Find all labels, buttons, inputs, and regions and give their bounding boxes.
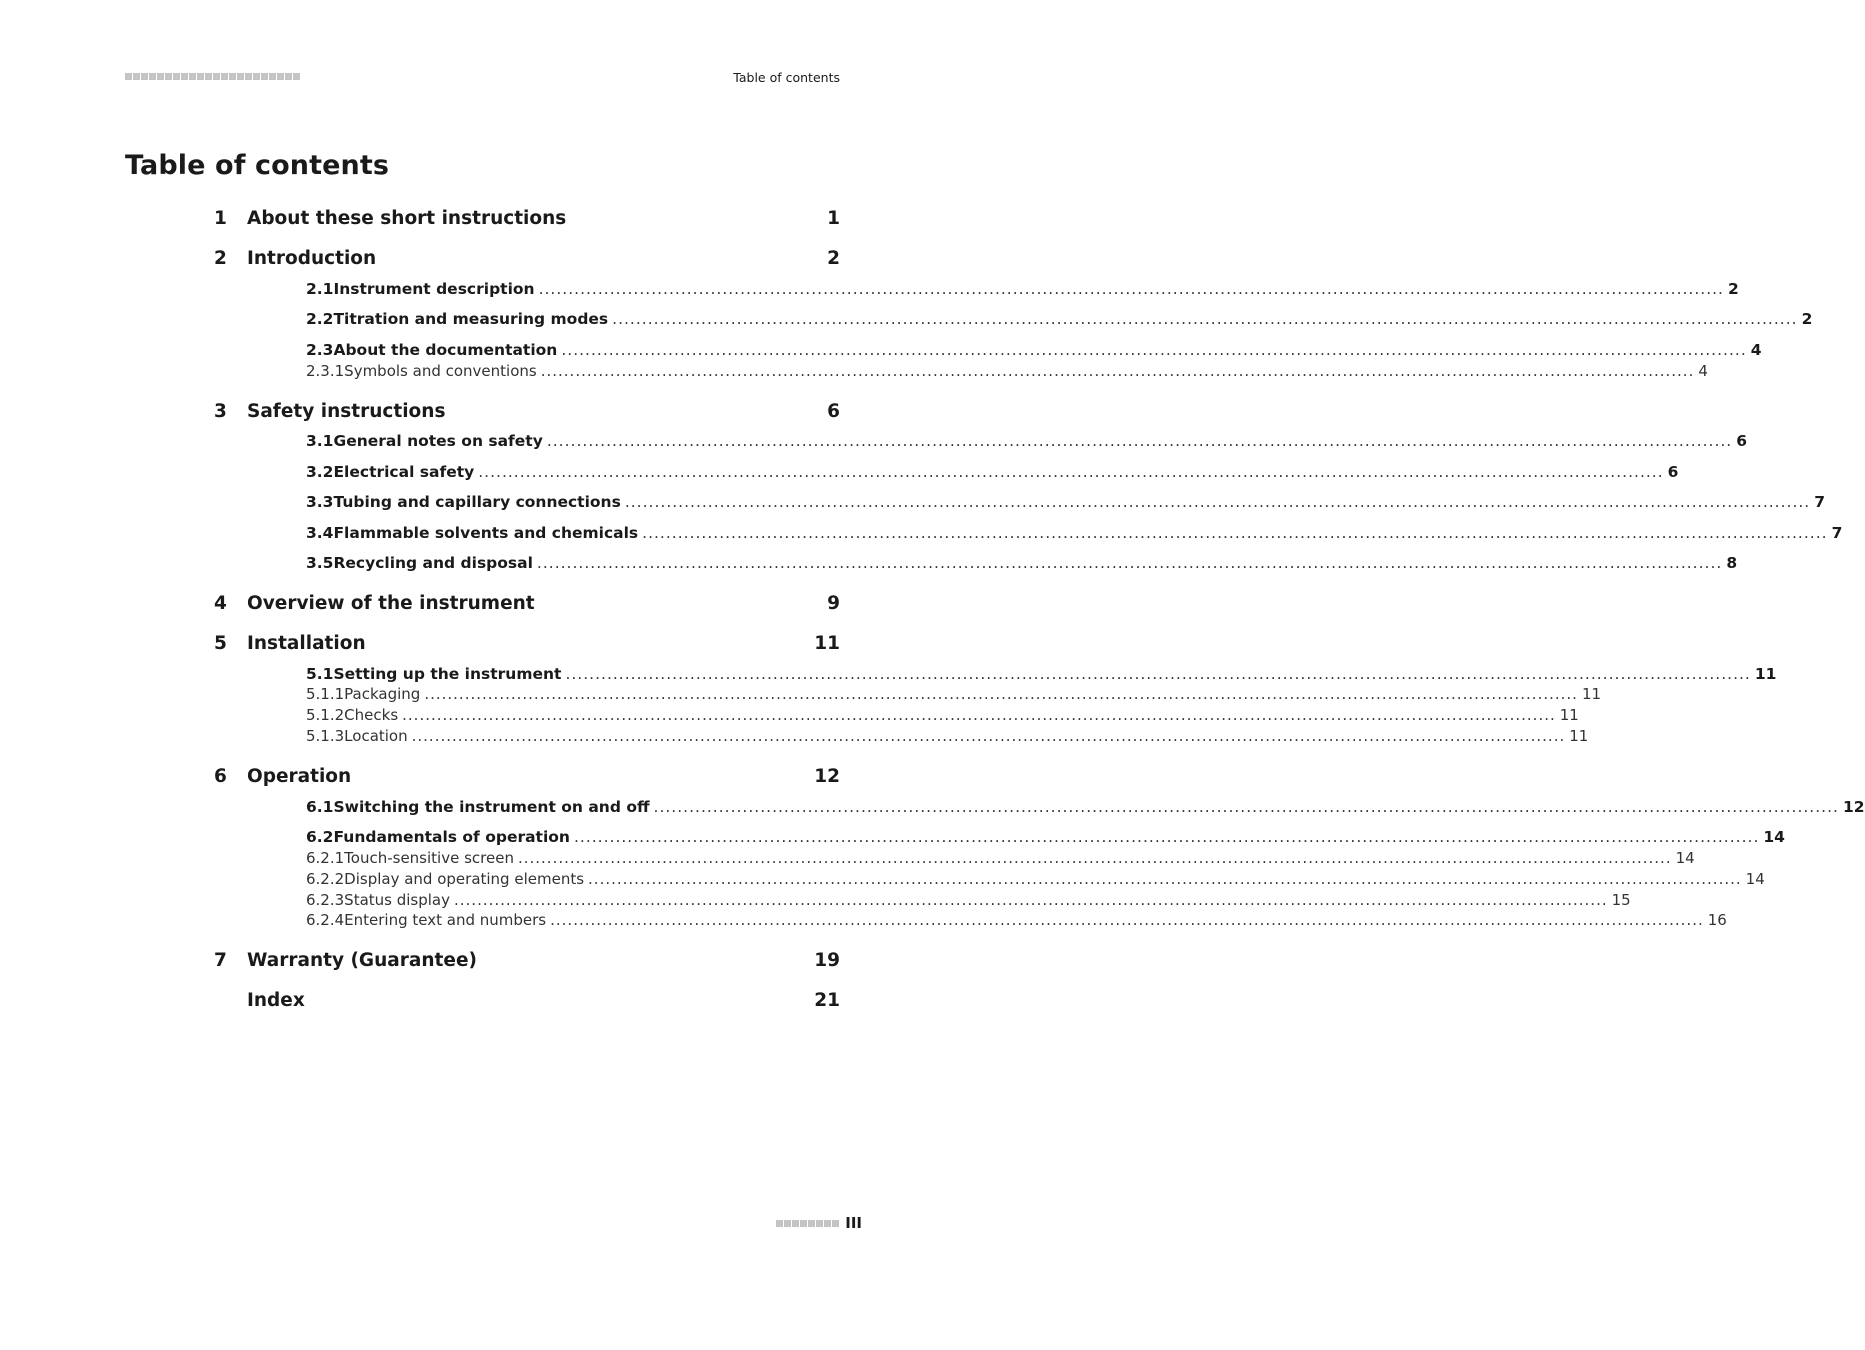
toc-entry-number: 3.3: [306, 493, 334, 511]
toc-entry-number: 6.2.4: [306, 911, 345, 929]
toc-entry-page: 7: [1814, 493, 1826, 511]
toc-entry[interactable]: [306, 665, 1777, 683]
toc-leader-dots: ........................................................................................................................................................................................................: [536, 554, 1723, 572]
toc-entry-page: 8: [1726, 554, 1738, 572]
toc-entry-number: 6.2: [306, 828, 334, 846]
toc-entry-page: 11: [1559, 706, 1579, 724]
footer-decoration: [776, 1220, 839, 1227]
toc-entry-number: 3.2: [306, 463, 334, 481]
toc-leader-dots: ........................................................................................................................................................................................................: [402, 706, 1556, 724]
toc-entry-number: 2.1: [306, 280, 334, 298]
toc-entry[interactable]: [214, 990, 840, 1011]
toc-entry-page: 7: [1831, 524, 1843, 542]
toc-entry-number: 2.3.1: [306, 362, 345, 380]
toc-entry-page: 11: [1569, 727, 1589, 745]
toc-entry[interactable]: [306, 554, 1738, 572]
toc-leader-dots: ........................................................................................................................................................................................................: [565, 665, 1751, 683]
toc-entry-number: 5: [214, 633, 227, 654]
toc-entry-number: 6.2.3: [306, 891, 345, 909]
toc-entry-page: 16: [1707, 911, 1727, 929]
toc-entry-page: 2: [827, 248, 840, 269]
toc-entry-title: Touch-sensitive screen: [344, 849, 514, 867]
toc-entry-page: 6: [827, 401, 840, 422]
toc-entry-page: 9: [827, 593, 840, 614]
toc-entry-number: 6.1: [306, 798, 334, 816]
running-header: Table of contents: [733, 70, 840, 85]
page-title: Table of contents: [125, 150, 390, 181]
toc-entry[interactable]: [306, 341, 1762, 359]
toc-entry-number: 5.1.3: [306, 727, 345, 745]
toc-entry-number: 2.2: [306, 310, 334, 328]
toc-entry-page: 14: [1675, 849, 1695, 867]
toc-entry-title: Tubing and capillary connections: [333, 493, 621, 511]
toc-entry-page: 19: [814, 950, 840, 971]
toc-entry[interactable]: [306, 911, 1727, 929]
toc-entry-title: Operation: [247, 766, 352, 787]
toc-entry-page: 14: [1745, 870, 1765, 888]
toc-entry-page: 14: [1763, 828, 1785, 846]
toc-leader-dots: ........................................................................................................................................................................................................: [624, 493, 1811, 511]
toc-entry-title: Recycling and disposal: [333, 554, 533, 572]
toc-leader-dots: ........................................................................................................................................................................................................: [424, 685, 1578, 703]
toc-entry-title: Introduction: [247, 248, 377, 269]
toc-entry-title: Switching the instrument on and off: [333, 798, 650, 816]
toc-entry[interactable]: [306, 280, 1739, 298]
toc-entry-title: Entering text and numbers: [344, 911, 547, 929]
toc-entry-title: Safety instructions: [247, 401, 446, 422]
toc-leader-dots: ........................................................................................................................................................................................................: [454, 891, 1608, 909]
toc-entry-page: 15: [1611, 891, 1631, 909]
toc-entry-page: 1: [827, 208, 840, 229]
toc-entry-number: 2.3: [306, 341, 334, 359]
toc-entry-title: Installation: [247, 633, 366, 654]
toc-entry-title: General notes on safety: [333, 432, 543, 450]
toc-entry-title: Index: [247, 990, 305, 1011]
toc-entry-title: Display and operating elements: [344, 870, 585, 888]
toc-entry-number: 6.2.2: [306, 870, 345, 888]
toc-entry-title: Symbols and conventions: [344, 362, 537, 380]
toc-leader-dots: ........................................................................................................................................................................................................: [546, 432, 1733, 450]
toc-entry-number: 5.1.2: [306, 706, 345, 724]
toc-entry[interactable]: [306, 463, 1679, 481]
toc-entry-number: 6.2.1: [306, 849, 345, 867]
toc-entry-number: 3.1: [306, 432, 334, 450]
toc-entry-title: Electrical safety: [333, 463, 475, 481]
toc-leader-dots: ........................................................................................................................................................................................................: [478, 463, 1664, 481]
toc-entry-number: 2: [214, 248, 227, 269]
toc-leader-dots: ........................................................................................................................................................................................................: [411, 727, 1566, 745]
toc-entry-page: 6: [1667, 463, 1679, 481]
toc-entry[interactable]: [306, 432, 1748, 450]
toc-entry[interactable]: [306, 310, 1813, 328]
toc-entry-page: 11: [814, 633, 840, 654]
toc-leader-dots: ........................................................................................................................................................................................................: [517, 849, 1672, 867]
toc-entry-title: About these short instructions: [247, 208, 567, 229]
toc-entry-page: 21: [814, 990, 840, 1011]
toc-entry[interactable]: [306, 828, 1785, 846]
toc-entry-title: Overview of the instrument: [247, 593, 535, 614]
toc-entry[interactable]: [214, 766, 840, 787]
toc-entry-title: Packaging: [344, 685, 421, 703]
toc-entry[interactable]: [214, 633, 840, 654]
toc-entry-title: Fundamentals of operation: [333, 828, 570, 846]
toc-leader-dots: ........................................................................................................................................................................................................: [538, 280, 1724, 298]
toc-entry-number: 6: [214, 766, 227, 787]
toc-entry-page: 11: [1754, 665, 1777, 683]
page-footer: [776, 1214, 862, 1232]
toc-leader-dots: ........................................................................................................................................................................................................: [653, 798, 1839, 816]
toc-entry-number: 5.1: [306, 665, 334, 683]
toc-entry-title: Status display: [344, 891, 450, 909]
toc-entry-page: 6: [1736, 432, 1748, 450]
toc-entry-number: 3.4: [306, 524, 334, 542]
toc-entry[interactable]: [214, 593, 840, 614]
toc-entry-title: Setting up the instrument: [333, 665, 562, 683]
toc-leader-dots: ........................................................................................................................................................................................................: [612, 310, 1798, 328]
toc-entry-number: 7: [214, 950, 227, 971]
toc-entry-title: Instrument description: [333, 280, 535, 298]
toc-entry[interactable]: [306, 706, 1579, 724]
toc-entry-title: Location: [344, 727, 408, 745]
toc-entry-title: Titration and measuring modes: [333, 310, 609, 328]
toc-entry-number: 3: [214, 401, 227, 422]
toc-entry-page: 11: [1581, 685, 1602, 703]
toc-entry-page: 4: [1750, 341, 1762, 359]
toc-leader-dots: ........................................................................................................................................................................................................: [540, 362, 1695, 380]
toc-leader-dots: ........................................................................................................................................................................................................: [642, 524, 1828, 542]
toc-entry-title: Flammable solvents and chemicals: [333, 524, 639, 542]
toc-entry-page: 12: [1842, 798, 1865, 816]
page-number: III: [845, 1214, 862, 1232]
toc-entry[interactable]: [214, 950, 840, 971]
toc-entry-number: 3.5: [306, 554, 334, 572]
toc-entry[interactable]: [306, 891, 1631, 909]
toc-entry[interactable]: [306, 362, 1708, 380]
toc-entry-page: 12: [814, 766, 840, 787]
toc-entry-page: 2: [1727, 280, 1739, 298]
toc-entry[interactable]: [306, 849, 1695, 867]
toc-entry[interactable]: [306, 870, 1765, 888]
toc-entry[interactable]: [306, 493, 1826, 511]
toc-entry[interactable]: [306, 727, 1589, 745]
toc-entry[interactable]: [306, 798, 1865, 816]
toc-entry-title: Warranty (Guarantee): [247, 950, 477, 971]
toc-entry-title: Checks: [344, 706, 399, 724]
toc-entry-number: 4: [214, 593, 227, 614]
toc-entry[interactable]: [214, 248, 840, 269]
toc-leader-dots: ........................................................................................................................................................................................................: [588, 870, 1742, 888]
toc-leader-dots: ........................................................................................................................................................................................................: [573, 828, 1760, 846]
toc-entry-number: 5.1.1: [306, 685, 345, 703]
toc-leader-dots: ........................................................................................................................................................................................................: [561, 341, 1747, 359]
toc-leader-dots: ........................................................................................................................................................................................................: [550, 911, 1704, 929]
toc-entry[interactable]: [214, 208, 840, 229]
toc-entry[interactable]: [306, 524, 1843, 542]
toc-entry-number: 1: [214, 208, 227, 229]
toc-entry[interactable]: [214, 401, 840, 422]
toc-entry-page: 4: [1698, 362, 1708, 380]
toc-entry[interactable]: [306, 685, 1602, 703]
toc-entry-page: 2: [1801, 310, 1813, 328]
toc-entry-title: About the documentation: [333, 341, 558, 359]
